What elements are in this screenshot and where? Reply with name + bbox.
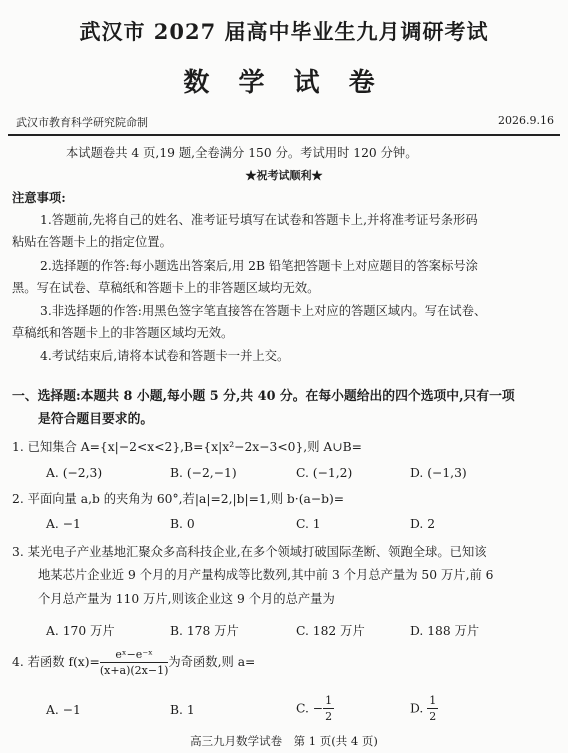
question-1-option-d: D. (−1,3) bbox=[410, 466, 467, 480]
notice-heading: 注意事项: bbox=[12, 190, 66, 205]
question-4-option-c-label: C. − bbox=[296, 701, 324, 716]
question-4-fraction-denominator: (x+a)(2x−1) bbox=[99, 664, 169, 677]
notice-item-4: 4.考试结束后,请将本试卷和答题卡一并上交。 bbox=[40, 349, 290, 363]
question-4-option-c bbox=[296, 693, 334, 724]
notice-item-2-line-2: 黑。写在试卷、草稿纸和答题卡上的非答题区域均无效。 bbox=[12, 281, 320, 295]
question-4-option-d bbox=[410, 693, 438, 724]
question-2-option-c: C. 1 bbox=[296, 517, 321, 531]
question-3-stem-line-1: 3. 某光电子产业基地汇聚众多高科技企业,在多个领域打破国际垄断、领跑全球。已知该 bbox=[12, 545, 487, 559]
question-3-stem-line-3: 个月总产量为 110 万片,则该企业这 9 个月的总产量为 bbox=[38, 592, 335, 606]
section-heading-line-1: 一、选择题:本题共 8 小题,每小题 5 分,共 40 分。在每小题给出的四个选项中,只有一项 bbox=[12, 389, 515, 404]
question-1-option-a: A. (−2,3) bbox=[46, 466, 103, 480]
question-3-option-b: B. 178 万片 bbox=[170, 624, 239, 638]
question-4-option-c-numerator: 1 bbox=[325, 694, 333, 707]
question-4-fraction-numerator: eˣ−e⁻ˣ bbox=[100, 647, 169, 663]
question-4-option-d-denominator: 2 bbox=[429, 710, 437, 723]
question-2-option-b: B. 0 bbox=[170, 517, 195, 531]
question-4-option-d-fraction bbox=[427, 693, 438, 724]
question-4-option-c-fraction bbox=[323, 693, 334, 724]
issuer: 武汉市教育科学研究院命制 bbox=[16, 116, 148, 129]
notice-item-1-line-1: 1.答题前,先将自己的姓名、准考证号填写在试卷和答题卡上,并将准考证号条形码 bbox=[40, 213, 478, 227]
question-4-option-c-denominator: 2 bbox=[325, 710, 333, 723]
question-4-option-d-label: D. bbox=[410, 701, 428, 716]
exam-subject: 数 学 试 卷 bbox=[183, 68, 385, 98]
question-3-stem-line-2: 地某芯片企业近 9 个月的月产量构成等比数列,其中前 3 个月总产量为 50 万片,前 6 bbox=[38, 568, 494, 582]
notice-item-3-line-1: 3.非选择题的作答:用黑色签字笔直接答在答题卡上对应的答题区域内。写在试卷、 bbox=[40, 304, 487, 318]
question-3-option-d: D. 188 万片 bbox=[410, 624, 480, 638]
notice-item-2-line-1: 2.选择题的作答:每小题选出答案后,用 2B 铅笔把答题卡上对应题目的答案标号涂 bbox=[40, 259, 478, 273]
exam-title: 武汉市 2027 届高中毕业生九月调研考试 bbox=[79, 19, 489, 44]
question-2-stem: 2. 平面向量 a,b 的夹角为 60°,若|a|=2,|b|=1,则 b·(a−b)= bbox=[12, 492, 345, 506]
question-4-option-d-numerator: 1 bbox=[429, 694, 437, 707]
question-1-option-b: B. (−2,−1) bbox=[170, 466, 237, 480]
question-2-option-a: A. −1 bbox=[46, 517, 81, 531]
question-3-option-c: C. 182 万片 bbox=[296, 624, 365, 638]
section-heading-line-2: 是符合题目要求的。 bbox=[38, 412, 154, 427]
question-4-option-b: B. 1 bbox=[170, 703, 195, 717]
question-4-stem bbox=[12, 647, 255, 678]
notice-item-3-line-2: 草稿纸和答题卡上的非答题区域均无效。 bbox=[12, 326, 234, 340]
header-divider bbox=[8, 134, 560, 136]
question-4-fraction bbox=[100, 647, 169, 678]
page-footer: 高三九月数学试卷 第 1 页(共 4 页) bbox=[190, 734, 378, 748]
intro-text: 本试题卷共 4 页,19 题,全卷满分 150 分。考试用时 120 分钟。 bbox=[66, 146, 418, 160]
question-1-stem: 1. 已知集合 A={x|−2<x<2},B={x|x²−2x−3<0},则 A∪B= bbox=[12, 440, 362, 454]
question-3-option-a: A. 170 万片 bbox=[46, 624, 115, 638]
blessing: ★祝考试顺利★ bbox=[245, 169, 323, 182]
question-1-option-c: C. (−1,2) bbox=[296, 466, 353, 480]
exam-date: 2026.9.16 bbox=[498, 114, 554, 127]
notice-item-1-line-2: 粘贴在答题卡上的指定位置。 bbox=[12, 235, 172, 249]
question-4-stem-suffix: 为奇函数,则 a= bbox=[168, 655, 256, 669]
question-4-stem-prefix: 4. 若函数 f(x)= bbox=[12, 655, 100, 669]
question-4-option-a: A. −1 bbox=[46, 703, 81, 717]
question-2-option-d: D. 2 bbox=[410, 517, 436, 531]
